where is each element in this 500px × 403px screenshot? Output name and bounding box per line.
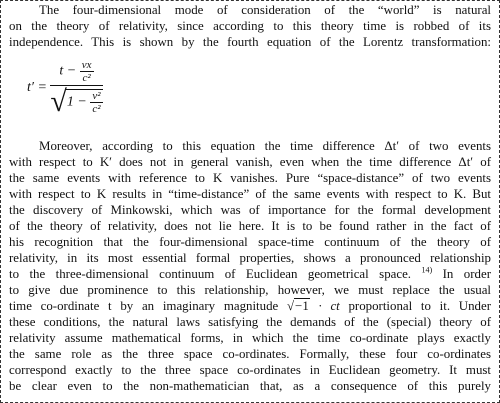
text-line: be clear even to the non-mathematician that, as a consequence of this purely <box>9 379 491 393</box>
text-line-with-math <box>9 298 491 314</box>
sqrt-radicand: −1 <box>295 299 309 313</box>
equation-numerator <box>50 59 102 85</box>
text-line: Moreover, according to this equation the time difference Δt′ of two events <box>39 139 491 153</box>
vx-term: vx <box>81 59 92 71</box>
text-line: of the theory of relativity, does not lie here. It is to be found rather in the fact of <box>9 219 491 233</box>
ct-term: · ct <box>318 299 340 313</box>
denominator-prefix: 1 − <box>66 94 87 110</box>
equation-lhs: t′ = <box>27 80 47 96</box>
lorentz-equation <box>27 59 103 117</box>
text-line: The four-dimensional mode of consideration of the “world” is natural <box>39 3 491 17</box>
numerator-term: t − <box>59 63 77 79</box>
text-line: these conditions, the natural laws satisfying the demands of the (special) theory of <box>9 315 491 329</box>
c2-term: c² <box>92 103 101 115</box>
line-text: to the three-dimensional continuum of Euclidean geometrical space. <box>9 267 412 281</box>
square-root <box>50 87 102 117</box>
text-line: the same role as the three space co-ordinates. Formally, these four co-ordinates <box>9 347 491 361</box>
text-line: relativity, in its most essential formal properties, shows a pronounced relationship <box>9 251 491 265</box>
equation-denominator <box>50 85 102 117</box>
text-line: independence. This is shown by the fourth equation of the Lorentz transformation: <box>9 35 491 49</box>
text-line: relativity assume mathematical forms, in which the time co-ordinate plays exactly <box>9 331 491 345</box>
line-text: proportional to it. Under <box>348 299 491 313</box>
c2-term: c² <box>80 71 94 84</box>
radical-sign-icon: √ <box>50 85 67 118</box>
text-line: to give due prominence to this relationship, however, we must replace the usual <box>9 283 491 297</box>
equation-fraction <box>50 59 102 117</box>
text-line: on the theory of relativity, since according to this theory time is robbed of its <box>9 19 491 33</box>
text-line-with-footnote <box>9 266 491 282</box>
footnote-marker: 14) <box>421 265 433 275</box>
text-line: the same events with reference to K vanishes. Pure “space-distance” of two events <box>9 171 491 185</box>
intro-paragraph <box>9 2 491 50</box>
text-line: with respect to K results in “time-distance” of the same events with respect to K. But <box>9 187 491 201</box>
text-line: his recognition that the four-dimensional space-time continuum of the theory of <box>9 235 491 249</box>
text-line: the discovery of Minkowski, which was of importance for the formal development <box>9 203 491 217</box>
line-text: In order <box>442 267 491 281</box>
vx-over-c2 <box>80 59 94 84</box>
text-line: correspond exactly to the three space co-ordinates in Euclidean geometry. It must <box>9 363 491 377</box>
imaginary-unit: √−1 <box>286 299 309 313</box>
main-paragraph <box>9 138 491 394</box>
v2-term: v² <box>92 90 101 102</box>
line-text: time co-ordinate t by an imaginary magnitude <box>9 299 279 313</box>
radicand <box>65 89 103 115</box>
v2-over-c2 <box>90 90 102 115</box>
text-line: with respect to K′ does not in general vanish, even when the time difference Δt′ of <box>9 155 491 169</box>
